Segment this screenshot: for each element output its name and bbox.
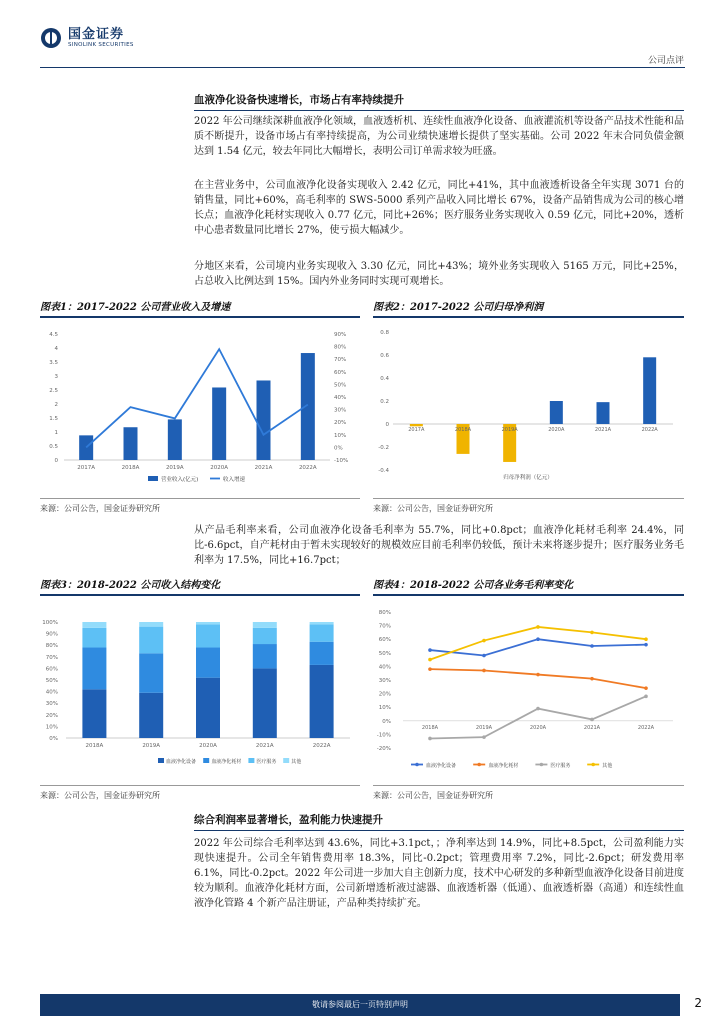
y-tick-right-label: 20% (334, 420, 347, 427)
x-tick-label: 2021A (254, 465, 273, 471)
y-tick-right-label: 40% (334, 395, 347, 401)
figure-1-source: 来源：公司公告，国金证券研究所 (40, 504, 160, 513)
y-tick-label: -0.2 (378, 445, 389, 451)
series-line (430, 669, 646, 688)
series-point (536, 673, 540, 677)
y-tick-label: 60% (45, 666, 58, 673)
legend-label-growth: 收入增速 (223, 477, 246, 483)
series-point (482, 735, 486, 739)
y-tick-left-label: 3 (54, 374, 58, 380)
y-tick-label: 0 (385, 422, 389, 428)
brand-name-en: SINOLINK SECURITIES (68, 41, 134, 48)
series-point (428, 648, 432, 652)
y-tick-right-label: -10% (334, 458, 349, 464)
y-tick-left-label: 1.5 (49, 416, 58, 422)
y-tick-label: 40% (378, 664, 391, 671)
y-tick-left-label: 3.5 (49, 360, 58, 366)
series-point (428, 737, 432, 741)
y-tick-label: 30% (378, 678, 391, 684)
bar-segment (310, 624, 334, 641)
x-tick-label: 2020A (529, 724, 547, 731)
y-tick-label: 0.2 (380, 399, 389, 405)
brand-name-cn: 国金证券 (68, 26, 125, 42)
series-point (536, 625, 540, 629)
y-tick-left-label: 2 (54, 402, 58, 408)
paragraph-5: 2022 年公司综合毛利率达到 43.6%，同比+3.1pct，；净利率达到 14.9%，同比+8.5pct，公司盈利能力实现快速提升。公司全年销售费用率 18.3%，同比-0.2pct；管理费用率 7.2%，同比-2.6pct；研发费用率 6.1%，同比-0.2pct。2022 年公司进一步加大自主创新力度，技术中心研发的多种新型血液净化设备目前进度较为顺利。血液净化耗材方面，公司新增透析液过滤器、血液透析器（低通）、血液透析器（高通）和连续性血液净化管路 4 个新产品注册证，产品种类持续扩充。 (194, 838, 684, 909)
bar-segment (253, 622, 277, 628)
series-point (590, 677, 594, 681)
bar-revenue (301, 353, 315, 460)
figure-4-bottom-rule (373, 785, 684, 786)
series-point (644, 686, 648, 690)
figure-3-title: 图表3：2018-2022 公司收入结构变化 (40, 580, 221, 591)
x-tick-label: 2021A (594, 427, 612, 433)
series-line (430, 627, 646, 660)
y-tick-label: 0.8 (380, 330, 389, 336)
brand-logo (40, 27, 134, 49)
figure-2-title-rule (373, 316, 684, 318)
x-tick-label: 2018A (121, 465, 140, 471)
series-point (590, 631, 594, 635)
bar-segment (196, 624, 220, 647)
x-tick-label: 2020A (210, 465, 229, 471)
y-tick-right-label: 30% (334, 407, 347, 414)
bar-segment (139, 693, 163, 738)
y-tick-label: 70% (378, 623, 391, 630)
figure-3-bottom-rule (40, 785, 360, 786)
bar-net-profit (410, 424, 423, 426)
figure-3-source: 来源：公司公告，国金证券研究所 (40, 791, 160, 800)
x-tick-label: 2022A (298, 465, 317, 471)
bar-segment (196, 622, 220, 624)
figure-4-source: 来源：公司公告，国金证券研究所 (373, 791, 493, 800)
figure-4-chart (373, 600, 684, 780)
y-tick-label: 90% (45, 631, 58, 638)
legend-swatch (248, 758, 254, 763)
x-tick-label: 2022A (637, 724, 655, 731)
bar-segment (82, 689, 106, 738)
series-point (644, 643, 648, 647)
x-tick-label: 2022A (641, 427, 658, 433)
figure-1-chart (40, 320, 360, 495)
x-tick-label: 2019A (142, 743, 161, 749)
y-tick-label: 10% (45, 724, 58, 731)
legend-swatch (283, 758, 289, 763)
y-tick-label: 0.6 (380, 353, 389, 359)
y-tick-label: 0% (49, 736, 58, 742)
x-tick-label: 2021A (255, 743, 274, 749)
paragraph-4: 从产品毛利率来看，公司血液净化设备毛利率为 55.7%，同比+0.8pct；血液净化耗材毛利率 24.4%，同比-6.6pct，自产耗材由于暂未实现较好的规模效应目前毛利率仍较低，预计未来将逐步提升；医疗服务业务毛利率为 17.5%，同比+16.7pct； (194, 525, 684, 566)
bar-segment (82, 648, 106, 690)
figure-4-title-rule (373, 594, 684, 596)
y-tick-label: 0.4 (380, 376, 389, 382)
paragraph-2: 在主营业务中，公司血液净化设备实现收入 2.42 亿元，同比+41%，其中血液透析设备全年实现 3071 台的销售量，同比+60%，高毛利率的 SWS-5000 系列产品收入同比增长 67%，设备产品销售成为公司的核心增长点；血液净化耗材实现收入 0.77 亿元，同比+26%；医疗服务业务实现收入 0.59 亿元，同比+20%，透析中心患者数量同比增长 27%，使亏损大幅减少。 (194, 180, 684, 236)
series-point (428, 667, 432, 671)
y-tick-label: 10% (378, 705, 391, 712)
legend-swatch-revenue (148, 476, 158, 481)
y-tick-right-label: 90% (334, 332, 347, 338)
bar-net-profit (597, 402, 610, 424)
series-point (590, 718, 594, 722)
series-point (590, 644, 594, 648)
series-line-growth (86, 349, 308, 447)
footer-disclaimer: 敬请参阅最后一页特别声明 (312, 1000, 408, 1009)
y-tick-label: 80% (45, 643, 58, 650)
figure-4-title: 图表4：2018-2022 公司各业务毛利率变化 (373, 580, 574, 591)
legend-label: 医疗服务 (550, 763, 571, 769)
y-tick-label: 0% (382, 718, 391, 725)
y-tick-left-label: 1 (54, 430, 58, 436)
legend-marker (477, 763, 481, 767)
figure-3-chart (40, 600, 360, 780)
legend-label: 血液净化耗材 (211, 759, 242, 765)
legend-label: 血液净化设备 (166, 759, 197, 765)
x-tick-label: 2018A (454, 427, 472, 433)
bar-segment (196, 678, 220, 738)
y-tick-right-label: 10% (334, 432, 347, 439)
x-tick-label: 2017A (77, 465, 96, 471)
page-number: 2 (694, 996, 702, 1010)
figure-1-title-rule (40, 316, 360, 318)
bar-segment (310, 622, 334, 624)
x-tick-label: 2021A (583, 724, 601, 731)
bar-revenue (79, 435, 93, 460)
x-tick-label: 2018A (421, 724, 439, 731)
bar-revenue (124, 427, 138, 460)
section-title-2: 综合利润率显著增长，盈利能力快速提升 (194, 814, 383, 826)
figure-2-bottom-rule (373, 498, 684, 499)
series-point (644, 637, 648, 641)
x-tick-label: 2019A (165, 465, 184, 471)
section-divider-2 (194, 830, 684, 831)
bar-revenue (257, 380, 271, 460)
bar-segment (139, 622, 163, 627)
y-tick-label: 70% (45, 654, 58, 661)
y-tick-right-label: 60% (334, 369, 347, 376)
y-tick-left-label: 0 (54, 458, 58, 464)
legend-label-revenue: 营业收入(亿元) (161, 477, 199, 483)
series-point (428, 658, 432, 662)
figure-2-source: 来源：公司公告，国金证券研究所 (373, 504, 493, 513)
figure-2-chart (373, 320, 684, 495)
y-tick-label: 60% (378, 637, 391, 644)
y-tick-label: 30% (45, 701, 58, 708)
y-tick-label: 20% (45, 712, 58, 719)
y-tick-left-label: 4 (54, 346, 58, 352)
x-tick-label: 2019A (475, 724, 493, 731)
legend-label: 医疗服务 (256, 759, 277, 765)
legend-swatch (158, 758, 164, 763)
series-point (482, 639, 486, 643)
bar-segment (310, 665, 334, 738)
x-tick-label: 2017A (408, 427, 425, 433)
legend-label: 其他 (602, 763, 613, 769)
series-line (430, 696, 646, 738)
y-tick-label: 40% (45, 689, 58, 696)
legend-label-net-profit: 归母净利润（亿元） (503, 475, 553, 481)
figure-1-title: 图表1：2017-2022 公司营业收入及增速 (40, 302, 231, 313)
y-tick-label: 80% (378, 610, 391, 616)
y-tick-label: 20% (378, 691, 391, 698)
x-tick-label: 2020A (548, 427, 565, 433)
bar-segment (139, 627, 163, 654)
bar-segment (253, 668, 277, 738)
bar-segment (139, 653, 163, 692)
figure-1-bottom-rule (40, 498, 360, 499)
legend-marker (415, 763, 419, 767)
figure-3-title-rule (40, 594, 360, 596)
bar-revenue (168, 419, 182, 460)
y-tick-label: 50% (45, 678, 58, 684)
y-tick-label: -0.4 (378, 468, 389, 474)
legend-label: 血液净化设备 (426, 763, 457, 769)
y-tick-label: 100% (42, 620, 58, 626)
section-title-1: 血液净化设备快速增长，市场占有率持续提升 (194, 94, 404, 106)
bar-segment (82, 628, 106, 648)
bar-segment (196, 648, 220, 678)
y-tick-label: 50% (378, 650, 391, 657)
x-tick-label: 2018A (85, 743, 104, 749)
legend-marker (540, 763, 544, 767)
legend-label: 其他 (291, 759, 302, 765)
bar-segment (82, 622, 106, 628)
series-point (482, 669, 486, 673)
bar-segment (253, 628, 277, 644)
legend-label: 血液净化耗材 (488, 763, 519, 769)
paragraph-3: 分地区来看，公司境内业务实现收入 3.30 亿元，同比+43%；境外业务实现收入 5165 万元，同比+25%，占总收入比例达到 15%。国内外业务同时实现可观增长。 (194, 261, 684, 287)
page-footer (0, 994, 724, 1024)
series-point (482, 654, 486, 658)
y-tick-right-label: 0% (334, 445, 343, 452)
y-tick-right-label: 80% (334, 344, 347, 351)
y-tick-right-label: 70% (334, 357, 347, 364)
legend-swatch (203, 758, 209, 763)
bar-segment (310, 642, 334, 665)
document-type: 公司点评 (647, 56, 684, 66)
x-tick-label: 2019A (501, 427, 518, 433)
legend-marker (591, 763, 595, 767)
page-header (0, 0, 724, 72)
x-tick-label: 2020A (199, 743, 217, 749)
series-point (644, 695, 648, 699)
y-tick-left-label: 0.5 (49, 444, 58, 450)
bar-net-profit (643, 357, 656, 424)
bar-revenue (212, 387, 226, 460)
y-tick-left-label: 4.5 (49, 332, 58, 338)
y-tick-left-label: 2.5 (49, 388, 58, 394)
y-tick-right-label: 50% (334, 382, 347, 389)
brand-mark-icon (40, 27, 62, 49)
bar-net-profit (550, 401, 563, 424)
figure-2-title: 图表2：2017-2022 公司归母净利润 (373, 302, 544, 313)
header-divider (40, 67, 685, 68)
paragraph-1: 2022 年公司继续深耕血液净化领域，血液透析机、连续性血液净化设备、血液灌流机等设备产品技术性能和品质不断提升，设备市场占有率持续提高，为公司业绩快速增长提供了坚实基础。公司 2022 年末合同负债金额达到 1.54 亿元，较去年同比大幅增长，表明公司订单需求较为旺盛。 (194, 116, 684, 157)
series-point (536, 707, 540, 711)
x-tick-label: 2022A (312, 743, 331, 749)
bar-segment (253, 644, 277, 668)
y-tick-label: -10% (376, 732, 391, 739)
section-divider-1 (194, 110, 684, 111)
y-tick-label: -20% (376, 746, 391, 752)
series-point (536, 637, 540, 641)
